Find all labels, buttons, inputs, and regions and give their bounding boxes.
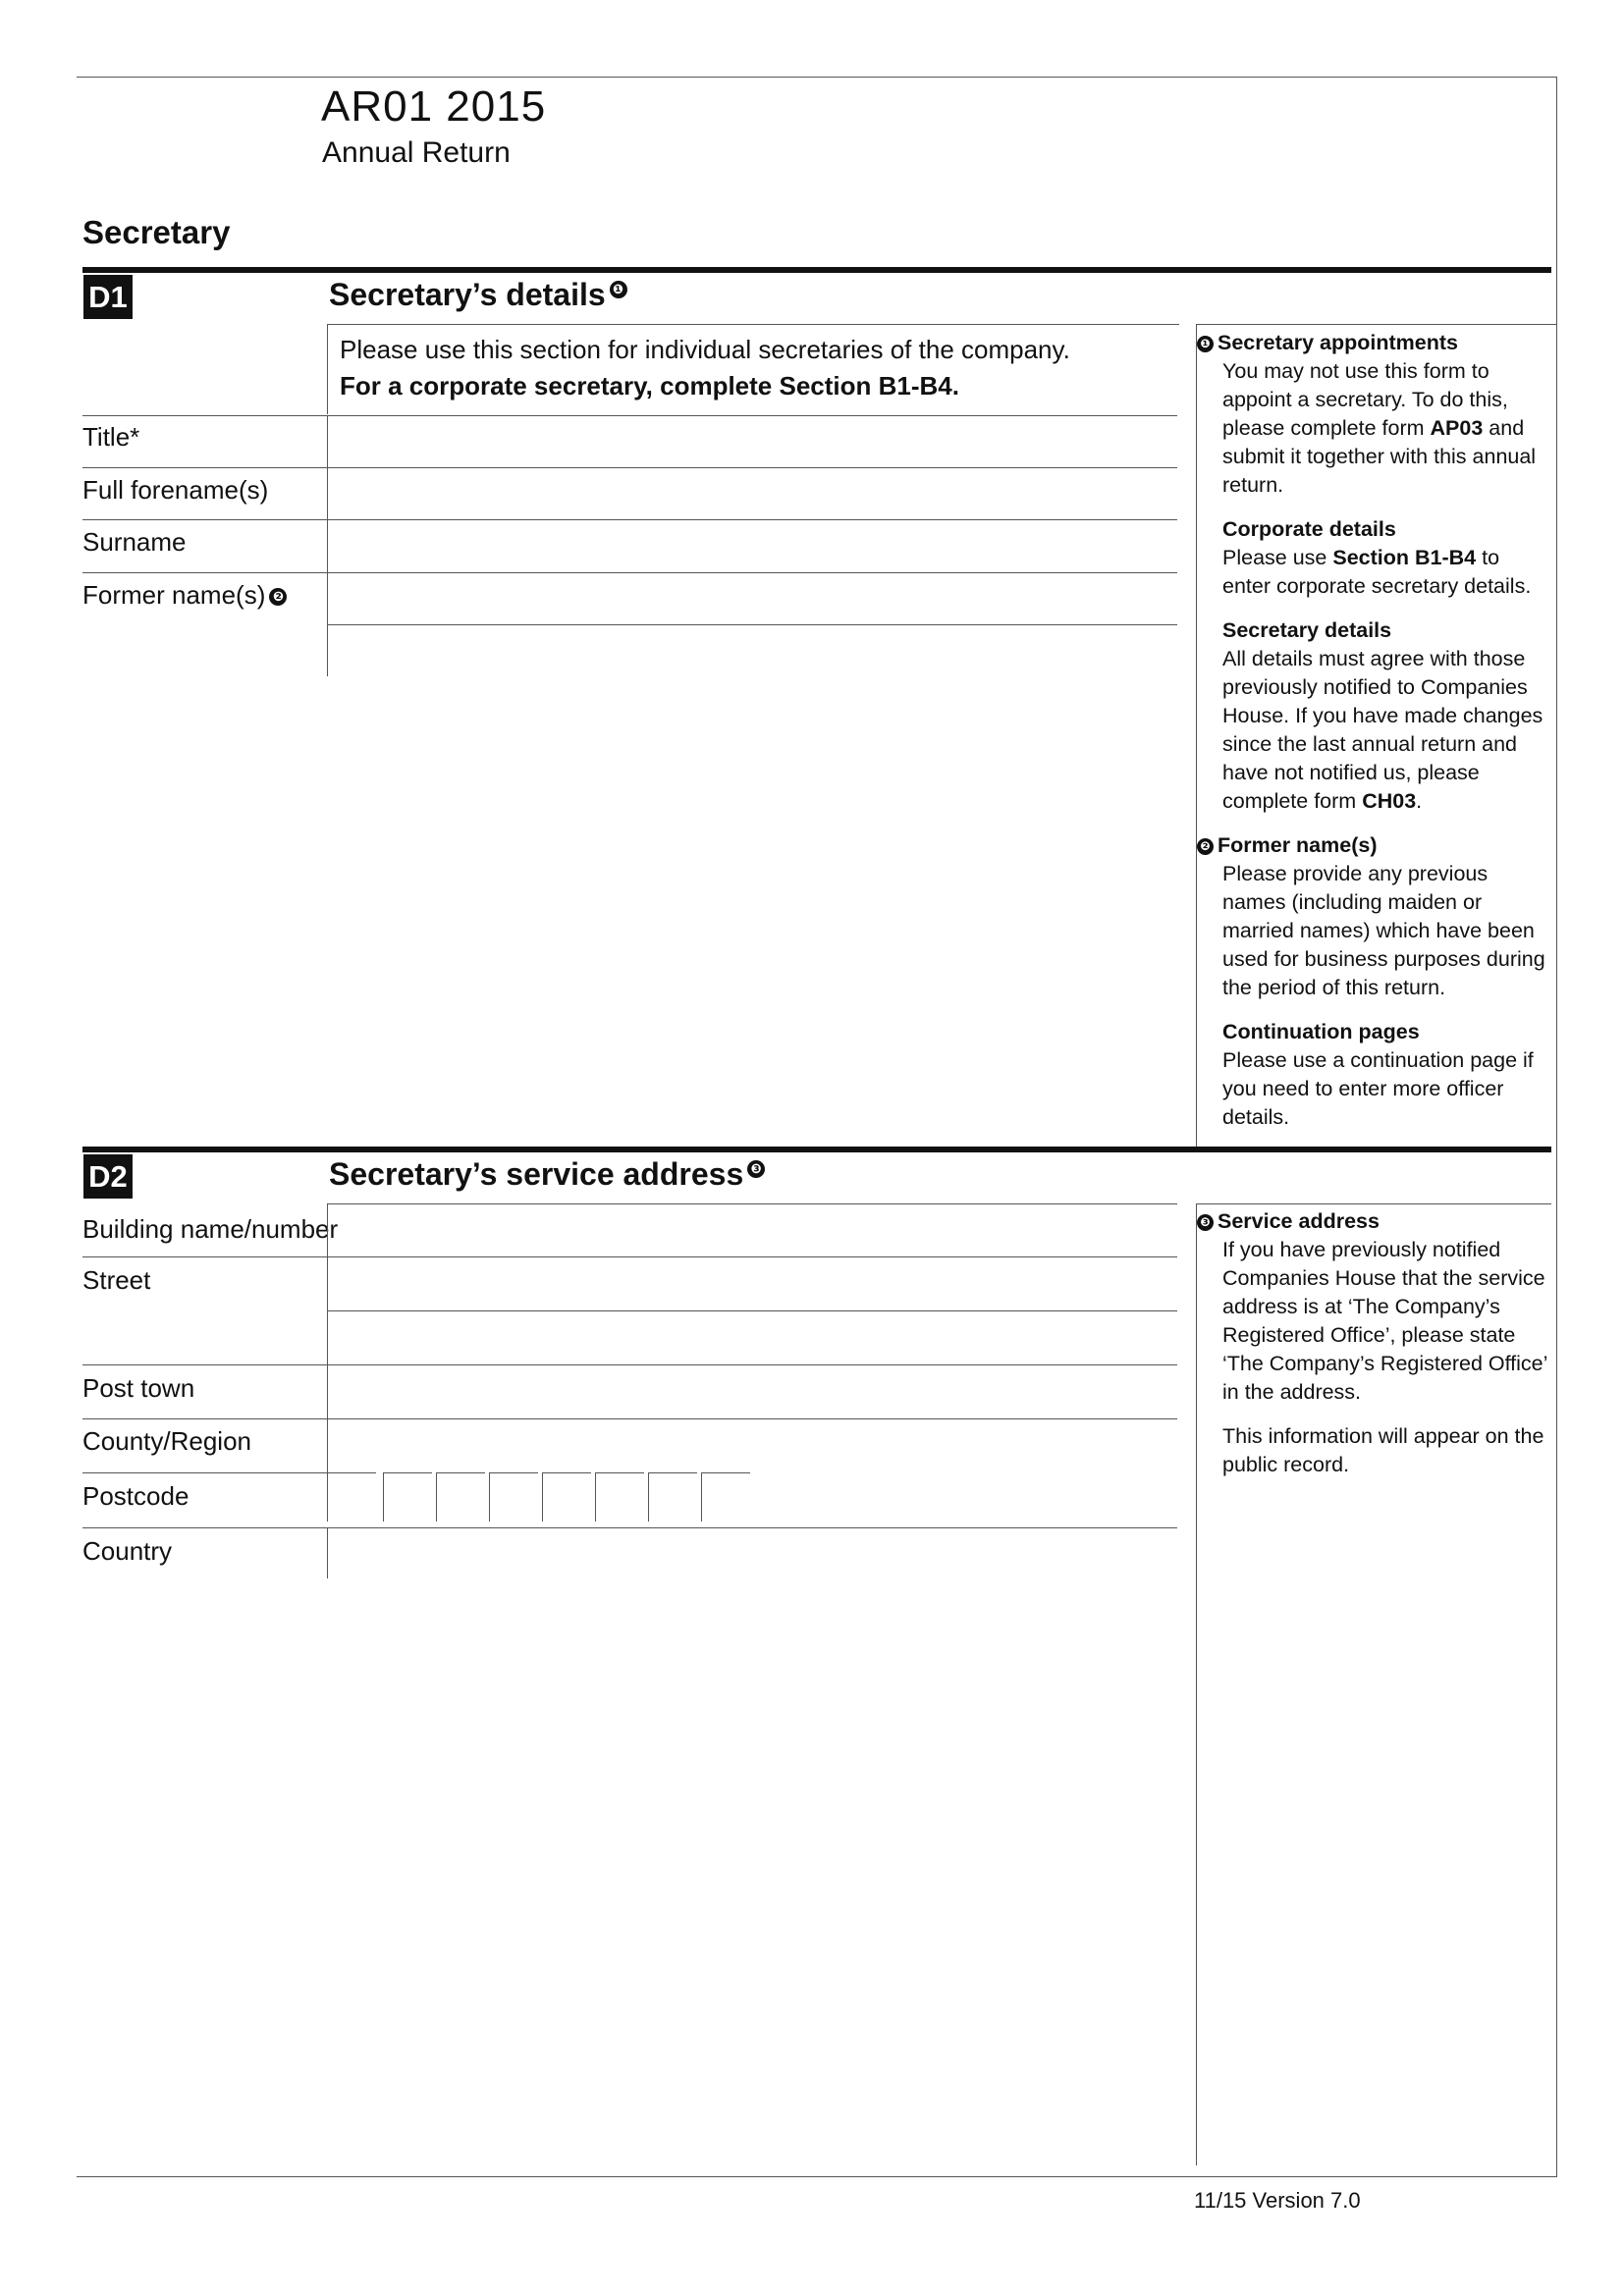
note-2-marker-icon: ❷ (269, 588, 287, 606)
secretary-details-text (1222, 645, 1552, 816)
continuation-heading: Continuation pages (1222, 1020, 1420, 1043)
page-bottom-border (77, 2176, 1557, 2177)
note-2-icon: ❷ (1197, 838, 1214, 855)
sidebar-d1 (1197, 329, 1552, 1132)
title-input[interactable] (328, 416, 1177, 467)
postcode-box-5[interactable] (542, 1472, 591, 1522)
postcode-box-4[interactable] (489, 1472, 538, 1522)
street-input-2[interactable] (328, 1311, 1177, 1364)
form-code: AR01 2015 (321, 82, 547, 131)
post-town-label: Post town (82, 1373, 195, 1403)
postcode-char-5[interactable] (543, 1473, 591, 1522)
postcode-box-6[interactable] (595, 1472, 644, 1522)
county-field[interactable] (327, 1418, 1177, 1472)
section-b1-b4-ref: Section B1-B4 (1332, 546, 1477, 569)
surname-label: Surname (82, 527, 187, 557)
section-d1-intro (327, 324, 1179, 414)
section-d1-rule (82, 267, 1551, 273)
former-names-label-text: Former name(s) (82, 580, 266, 610)
label-divider (82, 1256, 327, 1257)
country-input[interactable] (328, 1528, 1177, 1578)
forenames-label: Full forename(s) (82, 475, 269, 505)
secretary-details-heading: Secretary details (1222, 618, 1392, 642)
street-label: Street (82, 1265, 151, 1295)
page-right-border (1556, 77, 1557, 2177)
note-1-text-a: You may not use this form to appoint a secretary. To do this, please complete form (1222, 359, 1508, 440)
continuation-text: Please use a continuation page if you need to enter more officer details. (1222, 1048, 1534, 1129)
corporate-details-heading: Corporate details (1222, 517, 1396, 541)
note-3-heading-text: Service address (1218, 1209, 1380, 1233)
section-d2-rule (82, 1147, 1551, 1152)
label-divider (82, 467, 327, 468)
surname-field[interactable] (327, 519, 1177, 572)
county-input[interactable] (328, 1419, 1177, 1472)
sidebar-d2-top-border (1196, 1203, 1551, 1204)
postcode-box-1[interactable] (327, 1472, 376, 1522)
note-1-marker-icon: ❶ (610, 281, 627, 298)
post-town-input[interactable] (328, 1365, 1177, 1418)
postcode-box-8[interactable] (701, 1472, 750, 1522)
building-field[interactable] (327, 1203, 1177, 1256)
form-ap03-ref: AP03 (1430, 416, 1484, 440)
forenames-input[interactable] (328, 468, 1177, 519)
building-input[interactable] (328, 1204, 1177, 1256)
note-1-icon: ❶ (1197, 336, 1214, 352)
note-1-heading (1197, 329, 1552, 357)
country-label: Country (82, 1536, 173, 1566)
former-names-field-1[interactable] (327, 572, 1177, 624)
note-2-text: Please provide any previous names (including maiden or married names) which have been used for business purposes during the period of this return. (1222, 862, 1545, 999)
sidebar-d2 (1197, 1207, 1552, 1479)
label-divider (82, 1472, 327, 1473)
label-divider (82, 1418, 327, 1419)
note-3-icon: ❸ (1197, 1214, 1214, 1231)
corporate-text-a: Please use (1222, 546, 1333, 569)
details-text-c: . (1416, 789, 1423, 813)
form-ch03-ref: CH03 (1362, 789, 1417, 813)
sidebar-d1-top-border (1196, 324, 1557, 325)
former-names-field-2-gap (327, 675, 328, 676)
section-d1-badge: D1 (83, 275, 133, 319)
section-d2-title-text: Secretary’s service address (329, 1156, 744, 1192)
form-name: Annual Return (322, 136, 511, 169)
page-heading: Secretary (82, 214, 231, 250)
public-record-text: This information will appear on the public record. (1222, 1424, 1544, 1476)
title-label: Title* (82, 422, 140, 452)
street-field-2[interactable] (327, 1310, 1177, 1364)
surname-input[interactable] (328, 520, 1177, 572)
street-field-1[interactable] (327, 1256, 1177, 1310)
label-divider (82, 572, 327, 573)
corporate-details-text (1222, 544, 1552, 601)
postcode-box-3[interactable] (436, 1472, 485, 1522)
former-names-input-1[interactable] (328, 573, 1177, 624)
label-divider (82, 1527, 327, 1528)
section-d1-intro-line2: For a corporate secretary, complete Section B1-B4. (340, 371, 959, 400)
section-d2-badge: D2 (83, 1154, 133, 1199)
postcode-char-2[interactable] (384, 1473, 432, 1522)
label-divider (82, 519, 327, 520)
label-divider (82, 1364, 327, 1365)
former-names-label (82, 580, 287, 611)
postcode-label: Postcode (82, 1481, 189, 1511)
postcode-box-7[interactable] (648, 1472, 697, 1522)
note-2-heading-text: Former name(s) (1218, 833, 1378, 857)
building-label: Building name/number (82, 1214, 339, 1244)
former-names-input-2[interactable] (328, 625, 1177, 675)
note-3-heading (1197, 1207, 1552, 1236)
version-label: 11/15 Version 7.0 (1194, 2188, 1361, 2213)
section-d1-title-text: Secretary’s details (329, 277, 606, 312)
note-2-heading (1197, 831, 1552, 860)
details-text-a: All details must agree with those previously notified to Companies House. If you have made changes since the last annual return and have not notified us, please complete form (1222, 647, 1543, 813)
postcode-char-1[interactable] (328, 1473, 376, 1522)
note-3-marker-icon: ❸ (747, 1160, 765, 1178)
street-input-1[interactable] (328, 1257, 1177, 1310)
label-divider (82, 415, 327, 416)
note-3-text: If you have previously notified Companies House that the service address is at ‘The Company’s Registered Office’, please state ‘The Company’s Registered Office’ in the address. (1222, 1238, 1547, 1404)
postcode-char-4[interactable] (490, 1473, 538, 1522)
post-town-field[interactable] (327, 1364, 1177, 1418)
postcode-box-2[interactable] (383, 1472, 432, 1522)
section-d2-title (329, 1156, 765, 1193)
note-1-text (1222, 357, 1552, 500)
country-field[interactable] (327, 1527, 1177, 1578)
postcode-char-6[interactable] (596, 1473, 644, 1522)
former-names-field-2[interactable] (327, 624, 1177, 675)
page-top-border (77, 77, 1557, 78)
postcode-char-3[interactable] (437, 1473, 485, 1522)
note-1-text-c: and submit it together with this annual return. (1222, 416, 1537, 497)
postcode-char-8[interactable] (702, 1473, 750, 1522)
section-d1-intro-line1: Please use this section for individual secretaries of the company. (340, 335, 1070, 364)
postcode-char-7[interactable] (649, 1473, 697, 1522)
section-d1-title (329, 277, 627, 313)
forenames-field[interactable] (327, 467, 1177, 519)
note-1-heading-text: Secretary appointments (1218, 331, 1458, 354)
county-label: County/Region (82, 1426, 251, 1456)
corporate-text-c: to enter corporate secretary details. (1222, 546, 1532, 598)
title-field[interactable] (327, 415, 1177, 467)
